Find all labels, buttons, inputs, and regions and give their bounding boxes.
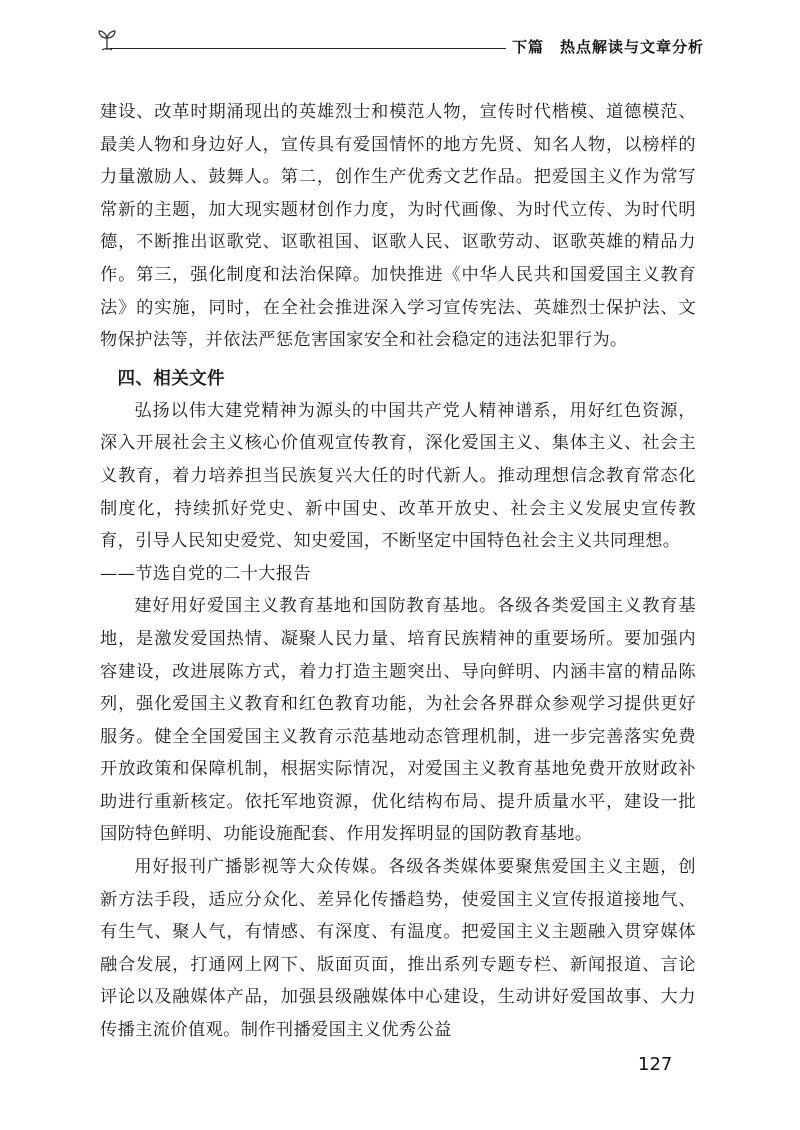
paragraph-mass-media: 用好报刊广播影视等大众传媒。各级各类媒体要聚焦爱国主义主题，创新方法手段，适应分众化、差异化传播趋势，使爱国主义宣传报道接地气、有生气、聚人气，有情感、有深度、有温度。把爱国主义主题融入贯穿媒体融合发展，打通网上网下、版面页面，推出系列专题专栏、新闻报道、言论评论以及融媒体产品，加强县级融媒体中心建设，生动讲好爱国故事、大力传播主流价值观。制作刊播爱国主义优秀公益 <box>100 857 696 1041</box>
paragraph-quote: 弘扬以伟大建党精神为源头的中国共产党人精神谱系，用好红色资源，深入开展社会主义核心价值观宣传教育，深化爱国主义、集体主义、社会主义教育，着力培养担当民族复兴大任的时代新人。推动理想信念教育常态化制度化，持续抓好党史、新中国史、改革开放史、社会主义发展史宣传教育，引导人民知史爱党、知史爱国，不断坚定中国特色社会主义共同理想。 <box>100 400 696 552</box>
page-body <box>100 96 696 1047</box>
running-header <box>96 28 706 58</box>
paragraph-education-bases: 建好用好爱国主义教育基地和国防教育基地。各级各类爱国主义教育基地，是激发爱国热情、凝聚人民力量、培育民族精神的重要场所。要加强内容建设，改进展陈方式，着力打造主题突出、导向鲜明、内涵丰富的精品陈列，强化爱国主义教育和红色教育功能，为社会各界群众参观学习提供更好服务。健全全国爱国主义教育示范基地动态管理机制，进一步完善落实免费开放政策和保障机制，根据实际情况，对爱国主义教育基地免费开放财政补助进行重新核定。依托军地资源，优化结构布局、提升质量水平，建设一批国防特色鲜明、功能设施配套、作用发挥明显的国防教育基地。 <box>100 596 696 845</box>
quote-source: ——节选自党的二十大报告 <box>100 563 312 584</box>
section-heading: 四、相关文件 <box>117 368 225 389</box>
page-number: 127 <box>638 1054 673 1075</box>
header-section-title: 下篇 热点解读与文章分析 <box>511 38 704 56</box>
header-rule <box>110 48 506 49</box>
paragraph-continuation: 建设、改革时期涌现出的英雄烈士和模范人物，宣传时代楷模、道德模范、最美人物和身边好人，宣传具有爱国情怀的地方先贤、知名人物，以榜样的力量激励人、鼓舞人。第二，创作生产优秀文艺作品。把爱国主义作为常写常新的主题，加大现实题材创作力度，为时代画像、为时代立传、为时代明德，不断推出讴歌党、讴歌祖国、讴歌人民、讴歌劳动、讴歌英雄的精品力作。第三，强化制度和法治保障。加快推进《中华人民共和国爱国主义教育法》的实施，同时，在全社会推进深入学习宣传宪法、英雄烈士保护法、文物保护法等，并依法严惩危害国家安全和社会稳定的违法犯罪行为。 <box>100 102 696 351</box>
